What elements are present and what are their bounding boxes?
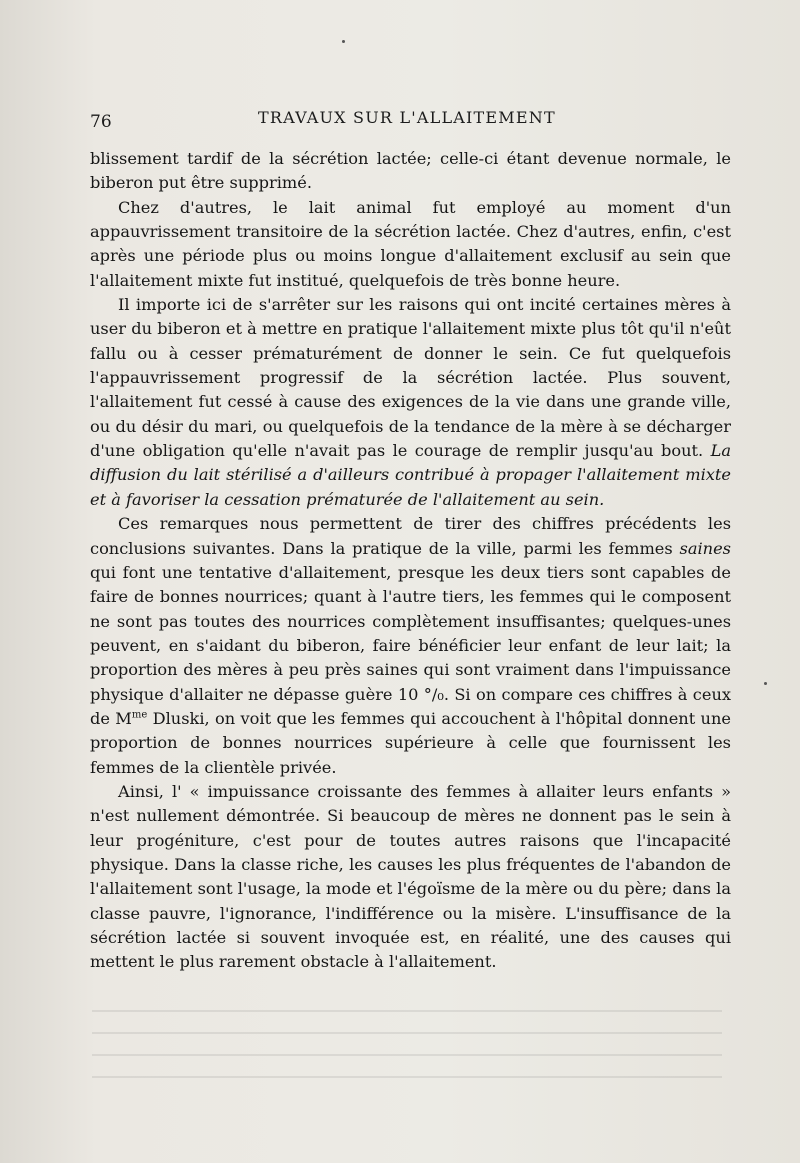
running-title: TRAVAUX SUR L'ALLAITEMENT xyxy=(258,108,556,127)
paragraph-4-superscript: me xyxy=(131,709,148,721)
paper-speck xyxy=(764,682,767,685)
show-through-text xyxy=(92,1000,722,1090)
body-text xyxy=(90,147,731,975)
paragraph-4-part-a: Ces remarques nous permettent de tirer des chiffres précédents les conclusions suivantes. Dans la pratique de la ville, parmi les femmes xyxy=(90,514,731,558)
paragraph-4-part-c: Dluski, on voit que les femmes qui accouchent à l'hôpital donnent une proportion de bonnes nourrices supérieure à celle que fournissent les femmes de la clientèle privée. xyxy=(90,708,731,777)
paragraph-5: Ainsi, l' « impuissance croissante des femmes à allaiter leurs enfants » n'est nullement démontrée. Si beaucoup de mères ne donnent pas le sein à leur progéniture, c'est pour de toutes autres raisons que l'incapacité physique. Dans la classe riche, les causes les plus fréquentes de l'abandon de l'allaitement sont l'usage, la mode et l'égoïsme de la mère ou du père; dans la classe pauvre, l'ignorance, l'indifférence ou la misère. L'insuffisance de la sécrétion lactée si souvent invoquée est, en réalité, une des causes qui mettent le plus rarement obstacle à l'allaitement. xyxy=(90,781,731,972)
paragraph-3-italic: La diffusion du lait stérilisé a d'ailleurs contribué à propager l'allaitement mixte et à favoriser la cessation prématurée de l'allaitement au sein. xyxy=(90,441,731,509)
paper-speck xyxy=(342,40,345,43)
paragraph-1: blissement tardif de la sécrétion lactée; celle-ci étant devenue normale, le biberon put être supprimé. xyxy=(90,149,731,193)
page-number: 76 xyxy=(90,112,112,132)
paragraph-4 xyxy=(90,512,731,780)
paragraph-2: Chez d'autres, le lait animal fut employé au moment d'un appauvrissement transitoire de la sécrétion lactée. Chez d'autres, enfin, c'est après une période plus ou moins longue d'allaitement exclusif au sein que l'allaitement mixte fut institué, quelquefois de très bonne heure. xyxy=(90,197,731,290)
paragraph-4-saines: saines xyxy=(679,538,731,558)
paragraph-3-text: Il importe ici de s'arrêter sur les raisons qui ont incité certaines mères à user du biberon et à mettre en pratique l'allaitement mixte plus tôt qu'il n'eût fallu ou à cesser prématurément de donner le sein. Ce fut quelquefois l'appauvrissement progressif de la sécrétion lactée. Plus souvent, l'allaitement fut cessé à cause des exigences de la vie dans une grande ville, ou du désir du mari, ou quelquefois de la tendance de la mère à se décharger d'une obligation qu'elle n'avait pas le courage de remplir jusqu'au bout. xyxy=(90,295,731,461)
paragraph-3 xyxy=(90,293,731,512)
paragraph-4-part-b: qui font une tentative d'allaitement, presque les deux tiers sont capables de faire de bonnes nourrices; quant à l'autre tiers, les femmes qui le composent ne sont pas toutes des nourrices complètement insuffisantes; quelques-unes peuvent, en s'aidant du biberon, faire bénéficier leur enfant de leur lait; la proportion des mères à peu près saines qui sont vraiment dans l'impuissance physique d'allaiter ne dépasse guère 10 °/₀. Si on compare ces chiffres à ceux de M xyxy=(90,562,731,728)
page-header xyxy=(90,108,725,134)
